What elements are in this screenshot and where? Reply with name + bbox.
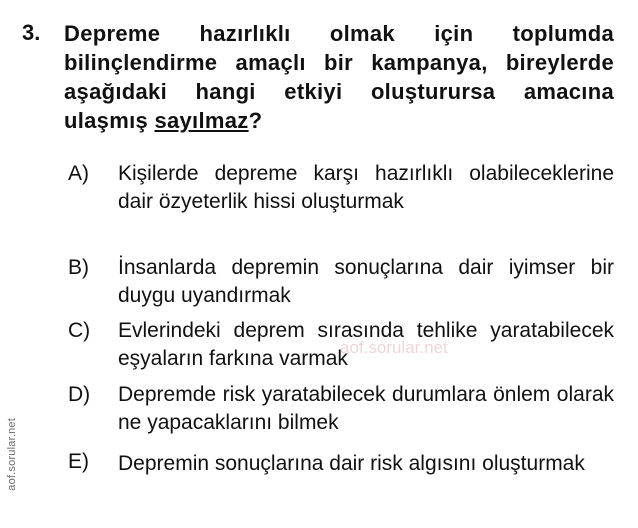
option-b-letter[interactable]: B) <box>68 256 89 279</box>
question-stem-text: Depreme hazırlıklı olmak için toplumda bilinçlendirme amaçlı bir kampanya, bireylerde aşağıdaki hangi etkiyi oluşturursa amacına ulaşmış <box>64 21 614 133</box>
option-d-text[interactable]: Depremde risk yaratabilecek durumlara önlem olarak ne yapacaklarını bilmek <box>118 383 614 434</box>
option-e-text[interactable]: Depremin sonuçlarına dair risk algısını oluşturmak <box>118 452 585 475</box>
question-stem-end: ? <box>248 108 263 133</box>
side-watermark: aof.sorular.net <box>6 418 18 491</box>
option-d-letter[interactable]: D) <box>68 383 91 406</box>
option-c-text[interactable]: Evlerindeki deprem sırasında tehlike yaratabilecek eşyaların farkına varmak <box>118 319 614 370</box>
option-b-text[interactable]: İnsanlarda depremin sonuçlarına dair iyimser bir duygu uyandırmak <box>118 256 614 307</box>
option-a-text[interactable]: Kişilerde depreme karşı hazırlıklı olabileceklerine dair özyeterlik hissi oluşturmak <box>118 162 614 213</box>
option-a-letter[interactable]: A) <box>68 162 89 185</box>
option-c-letter[interactable]: C) <box>68 319 91 342</box>
question-number: 3. <box>22 20 41 45</box>
option-e-letter[interactable]: E) <box>68 450 89 473</box>
question-emphasis: sayılmaz <box>154 108 249 133</box>
question-stem <box>64 19 614 135</box>
center-watermark: aof.sorular.net <box>340 338 448 357</box>
